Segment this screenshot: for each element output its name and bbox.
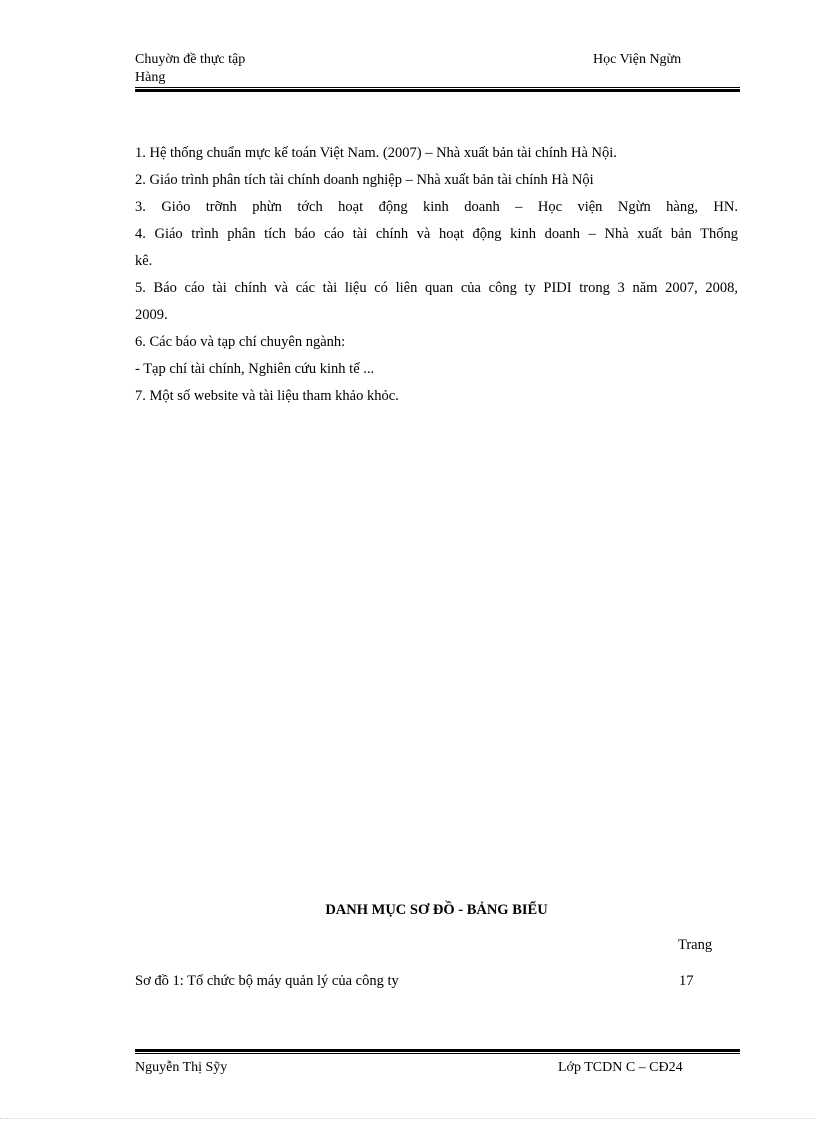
reference-item: 7. Một số website và tài liệu tham khảo khỏc. <box>135 388 399 404</box>
reference-item-continuation: kê. <box>135 253 153 269</box>
footer-rule <box>135 1049 740 1054</box>
reference-item: 3. Giỏo trỡnh phừn tớch hoạt động kinh doanh – Học viện Ngừn hàng, HN. <box>135 199 738 215</box>
reference-item: 1. Hệ thống chuẩn mực kế toán Việt Nam. (2007) – Nhà xuất bản tài chính Hà Nội. <box>135 145 617 161</box>
footer-left: Nguyễn Thị Sỹy <box>135 1060 228 1075</box>
header-right: Học Viện Ngừn <box>593 52 682 67</box>
reference-item: 4. Giáo trình phân tích báo cáo tài chính và hoạt động kinh doanh – Nhà xuất bản Thống <box>135 226 738 242</box>
toc-page-header: Trang <box>678 937 713 953</box>
reference-item: 5. Báo cáo tài chính và các tài liệu có liên quan của công ty PIDI trong 3 năm 2007, 2008, <box>135 280 738 296</box>
header-left-line2: Hàng <box>135 70 166 85</box>
reference-list <box>135 140 738 410</box>
section-title: DANH MỤC SƠ ĐỒ - BẢNG BIỂU <box>325 902 548 918</box>
footer-right: Lớp TCDN C – CĐ24 <box>558 1060 683 1075</box>
reference-item: 2. Giáo trình phân tích tài chính doanh nghiệp – Nhà xuất bản tài chính Hà Nội <box>135 172 594 188</box>
reference-item: 6. Các báo và tạp chí chuyên ngành: <box>135 334 346 350</box>
reference-subitem: - Tạp chí tài chính, Nghiên cứu kinh tế ... <box>135 361 375 377</box>
page-edge <box>0 1118 816 1119</box>
reference-item-continuation: 2009. <box>135 307 168 323</box>
header-rule <box>135 87 740 92</box>
toc-item-label: Sơ đồ 1: Tổ chức bộ máy quản lý của công ty <box>135 973 399 989</box>
toc-item-page: 17 <box>679 973 694 989</box>
header-left-line1: Chuyờn đề thực tập <box>135 52 246 67</box>
